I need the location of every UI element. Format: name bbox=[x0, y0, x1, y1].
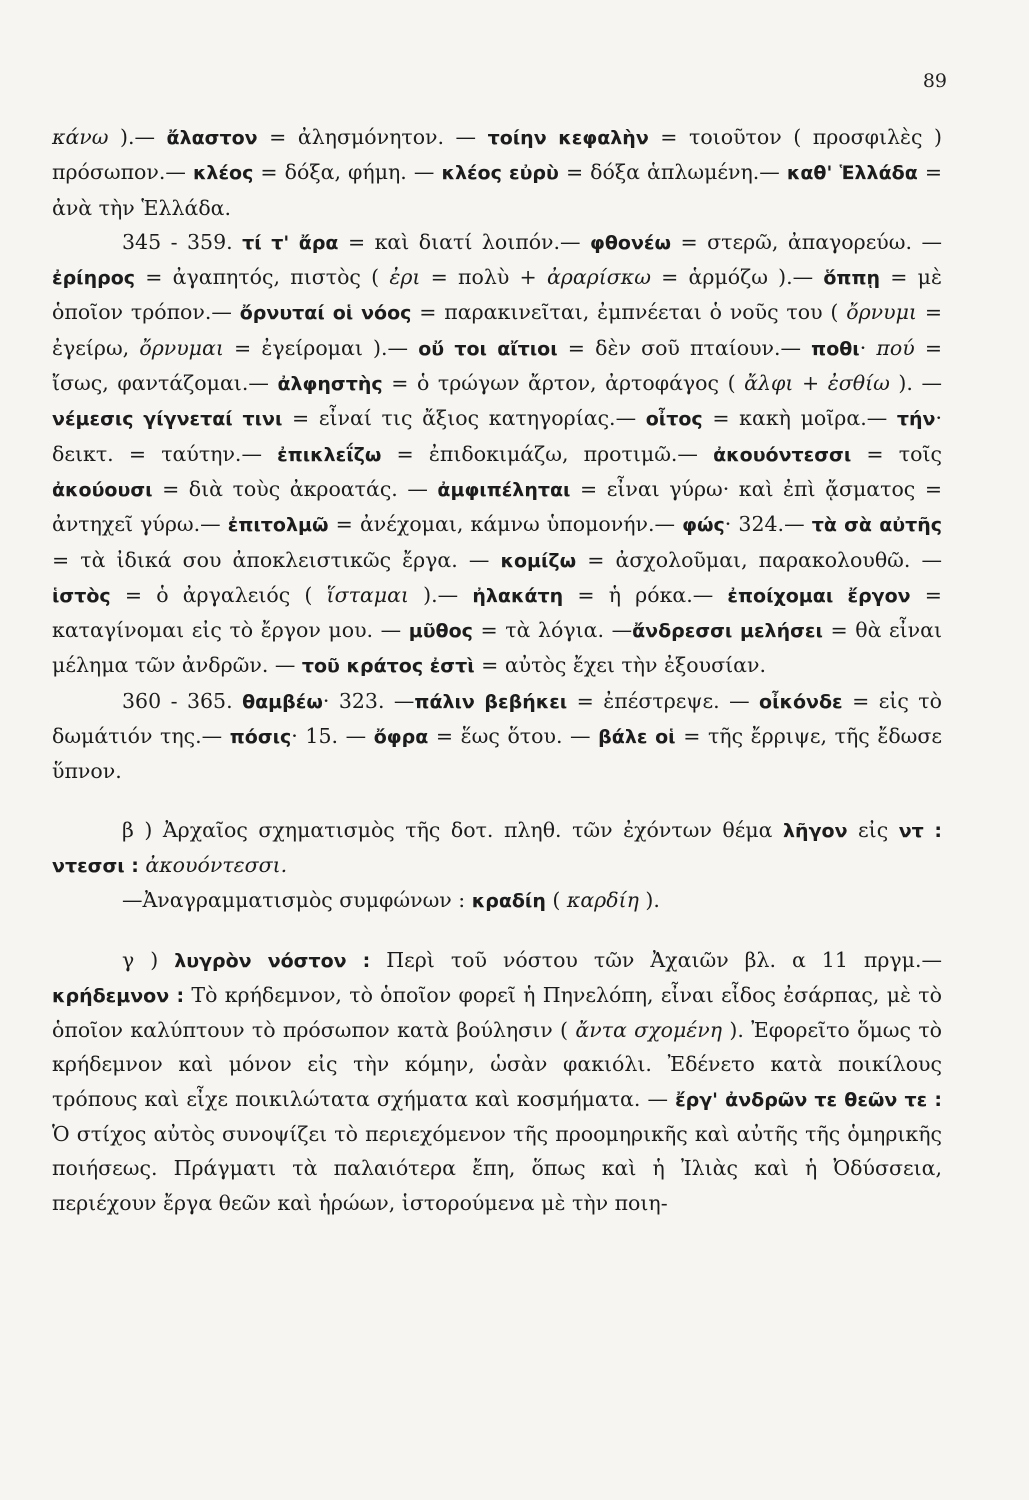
lemma-term: τοῦ κράτος ἐστὶ bbox=[301, 655, 475, 678]
gloss-text: = ἀλησμόνητον. — bbox=[257, 125, 488, 149]
gloss-text: = παρακινεῖται, ἐμπνέεται ὁ νοῦς του ( bbox=[411, 300, 847, 325]
gloss-text: = ἐγείρω, bbox=[52, 300, 942, 360]
lemma-term: ἀκούουσι bbox=[52, 478, 153, 501]
italic-word: ὄρνυμι bbox=[846, 300, 917, 325]
gloss-text: γ ) bbox=[122, 947, 175, 972]
gloss-text: = τοῖς bbox=[851, 441, 942, 466]
gloss-text: · 323. — bbox=[322, 688, 415, 713]
gloss-text: = τοιοῦτον ( προσφιλὲς ) πρόσωπον.— bbox=[52, 125, 942, 185]
gloss-text: ( bbox=[545, 888, 567, 913]
gloss-text: = ὁ τρώγων ἄρτον, ἀρτοφάγος ( bbox=[382, 371, 745, 396]
italic-word: ἄλφι bbox=[744, 371, 794, 396]
gloss-text: = ἕως ὅτου. — bbox=[428, 724, 599, 749]
lemma-term: ἐποίχομαι ἔργον bbox=[727, 584, 911, 607]
lemma-term: κλέος bbox=[192, 162, 254, 185]
gloss-text: ). Ἐφορεῖτο ὅμως τὸ κρήδεμνον καὶ μόνον εἰς τὴν κόμην, ὡσὰν φακιόλι. Ἐδένετο κατὰ ποικίλους τρόπους καὶ εἶχε ποικιλώτατα σχήματα καὶ κοσμήματα. — bbox=[52, 1018, 942, 1111]
gloss-text: · bbox=[859, 335, 877, 360]
lemma-term: ἐπιτολμῶ bbox=[227, 514, 329, 537]
gloss-text: = τὰ ἰδικά σου ἀποκλειστικῶς ἔργα. — bbox=[52, 547, 501, 572]
paragraph bbox=[52, 813, 942, 884]
lemma-term: ἄνδρεσσι μελήσει bbox=[632, 620, 823, 643]
gloss-text: ).— bbox=[408, 582, 473, 607]
lemma-term: ἠλακάτη bbox=[472, 584, 564, 607]
lemma-term: κρήδεμνον : bbox=[52, 984, 185, 1007]
italic-word: καρδίη bbox=[566, 888, 639, 913]
gloss-text: β ) Ἀρχαῖος σχηματισμὸς τῆς δοτ. πληθ. τῶν ἐχόντων θέμα bbox=[122, 817, 784, 842]
paragraph bbox=[52, 684, 942, 789]
lemma-term: οἶκόνδε bbox=[759, 690, 843, 713]
gloss-text: · 324.— bbox=[724, 512, 812, 537]
gloss-text: —Ἀναγραμματισμὸς συμφώνων : bbox=[122, 888, 472, 913]
gloss-text: = ἀσχολοῦμαι, παρακολουθῶ. — bbox=[576, 547, 942, 572]
lemma-term: ἀκουόντεσσι bbox=[713, 443, 852, 466]
gloss-text: ). bbox=[638, 888, 660, 913]
lemma-term: κραδίη bbox=[471, 890, 546, 913]
lemma-term: ἐπικλεΐζω bbox=[277, 443, 382, 466]
lemma-term: μῦθος bbox=[408, 620, 473, 643]
gloss-text: 360 - 365. bbox=[122, 688, 243, 713]
gloss-text: = θὰ εἶναι μέλημα τῶν ἀνδρῶν. — bbox=[52, 618, 943, 678]
italic-word: ὄρνυμαι bbox=[139, 335, 224, 360]
lemma-term: πάλιν βεβήκει bbox=[414, 690, 568, 713]
gloss-text: = ἡ ρόκα.— bbox=[563, 582, 728, 607]
italic-word: ἀραρίσκω bbox=[546, 265, 651, 290]
lemma-term: ἱστὸς bbox=[52, 584, 111, 607]
gloss-text: = δὲν σοῦ πταίουν.— bbox=[557, 335, 812, 360]
gloss-text: = ἀνέχομαι, κάμνω ὑπομονήν.— bbox=[328, 512, 683, 537]
lemma-term: ὅππῃ bbox=[823, 267, 881, 290]
lemma-term: ὄφρα bbox=[373, 726, 429, 749]
gloss-text: = ἁρμόζω ).— bbox=[650, 265, 824, 290]
lemma-term: τοίην κεφαλὴν bbox=[487, 127, 649, 149]
italic-word: κάνω bbox=[52, 125, 109, 149]
paragraph bbox=[52, 883, 942, 918]
gloss-text: = ἴσως, φαντάζομαι.— bbox=[52, 335, 943, 396]
gloss-text: 345 - 359. bbox=[122, 229, 243, 254]
gloss-text: = ἐπέστρεψε. — bbox=[567, 688, 760, 713]
paragraph bbox=[52, 120, 942, 225]
lemma-term: κομίζω bbox=[500, 549, 577, 572]
gloss-text: · δεικτ. = ταύτην.— bbox=[52, 406, 943, 466]
gloss-text: · 15. — bbox=[291, 724, 374, 749]
italic-word: ἀκουόντεσσι. bbox=[145, 852, 288, 877]
lemma-term: ἀμφιπέληται bbox=[437, 478, 571, 501]
gloss-text: = καταγίνομαι εἰς τὸ ἔργον μου. — bbox=[52, 582, 942, 643]
gloss-text: = ὁ ἀργαλειός ( bbox=[110, 582, 327, 607]
italic-word: ἵσταμαι bbox=[326, 582, 409, 607]
gloss-text: = τῆς ἔρριψε, τῆς ἔδωσε ὕπνον. bbox=[52, 724, 943, 784]
gloss-text: = εἰς τὸ δωμάτιόν της.— bbox=[52, 688, 942, 749]
paragraph bbox=[52, 225, 942, 684]
paragraph bbox=[52, 943, 942, 1220]
lemma-term: τί τ' ἄρα bbox=[242, 231, 339, 254]
gloss-text: = εἶναί τις ἄξιος κατηγορίας.— bbox=[282, 406, 646, 431]
lemma-term: ἄλαστον bbox=[166, 127, 258, 149]
lemma-term: οἶτος bbox=[645, 408, 703, 431]
lemma-term: νέμεσις γίγνεταί τινι bbox=[52, 408, 283, 431]
gloss-text: = διὰ τοὺς ἀκροατάς. — bbox=[152, 476, 438, 501]
gloss-text: εἰς bbox=[847, 817, 899, 842]
lemma-term: ὄρνυταί οἱ νόος bbox=[239, 302, 412, 325]
lemma-term: ποθι bbox=[811, 337, 860, 360]
gloss-text: = ἀνὰ τὴν Ἑλλάδα. bbox=[52, 160, 942, 220]
gloss-text: = ἐγείρομαι ).— bbox=[223, 335, 419, 360]
lemma-term: κλέος εὐρὺ bbox=[441, 162, 559, 185]
gloss-text: = αὐτὸς ἔχει τὴν ἐξουσίαν. bbox=[474, 653, 766, 678]
lemma-term: ἐρίηρος bbox=[52, 267, 136, 290]
page-number: 89 bbox=[922, 70, 947, 92]
gloss-text: = μὲ ὁποῖον τρόπον.— bbox=[52, 265, 942, 325]
lemma-term: τὰ σὰ αὐτῆς bbox=[811, 514, 943, 537]
lemma-term: θαμβέω bbox=[242, 690, 323, 713]
gloss-text: = ἀγαπητός, πιστὸς ( bbox=[135, 265, 390, 290]
gloss-text: = καὶ διατί λοιπόν.— bbox=[338, 229, 591, 254]
lemma-term: λῆγον bbox=[783, 819, 848, 842]
gloss-text: = δόξα ἁπλωμένη.— bbox=[558, 160, 787, 185]
gloss-text: = τὰ λόγια. — bbox=[472, 618, 633, 643]
italic-word: ἐρι bbox=[389, 265, 421, 290]
lemma-term: φθονέω bbox=[590, 231, 672, 254]
gloss-text: ). — bbox=[889, 371, 943, 396]
gloss-text: Τὸ κρήδεμνον, τὸ ὁποῖον φορεῖ ἡ Πηνελόπη, εἶναι εἶδος ἐσάρπας, μὲ τὸ ὁποῖον καλύπτουν τὸ πρόσωπον κατὰ βούλησιν ( bbox=[52, 982, 942, 1043]
lemma-term: πόσις bbox=[229, 726, 292, 749]
gloss-text: ).— bbox=[108, 125, 167, 149]
gloss-text: = ἐπιδοκιμάζω, προτιμῶ.— bbox=[381, 441, 714, 466]
lemma-term: καθ' Ἑλλάδα bbox=[786, 162, 918, 185]
commentary-text bbox=[52, 120, 942, 1220]
lemma-term: ντ : ντεσσι : bbox=[52, 819, 942, 877]
gloss-text: Ὁ στίχος αὐτὸς συνοψίζει τὸ περιεχόμενον τῆς προομηρικῆς καὶ αὐτῆς τῆς ὁμηρικῆς ποιήσεως. Πράγματι τὰ παλαιότερα ἔπη, ὅπως καὶ ἡ Ἰλιὰς καὶ ἡ Ὀδύσσεια, περιέχουν ἔργα θεῶν καὶ ἡρώων, ἱστορούμενα μὲ τὴν ποιη- bbox=[52, 1122, 942, 1215]
lemma-term: οὔ τοι αἴτιοι bbox=[418, 337, 558, 360]
lemma-term: τήν bbox=[896, 408, 936, 431]
lemma-term: ἔργ' ἀνδρῶν τε θεῶν τε : bbox=[675, 1088, 943, 1111]
gloss-text: = στερῶ, ἀπαγορεύω. — bbox=[671, 229, 942, 254]
lemma-term: λυγρὸν νόστον : bbox=[174, 949, 371, 972]
gloss-text: = εἶναι γύρω· καὶ ἐπὶ ᾄσματος = ἀντηχεῖ γύρω.— bbox=[52, 476, 942, 537]
gloss-text: = δόξα, φήμη. — bbox=[253, 160, 442, 185]
lemma-term: φώς bbox=[682, 514, 725, 537]
lemma-term: ἀλφηστὴς bbox=[277, 373, 383, 396]
italic-word: ἐσθίω bbox=[827, 371, 890, 396]
lemma-term: βάλε οἱ bbox=[598, 726, 676, 749]
gloss-text: = πολὺ + bbox=[420, 265, 547, 290]
italic-word: πού bbox=[876, 335, 915, 360]
gloss-text: = κακὴ μοῖρα.— bbox=[702, 406, 897, 431]
gloss-text: Περὶ τοῦ νόστου τῶν Ἀχαιῶν βλ. α 11 πργμ.— bbox=[370, 947, 942, 972]
italic-word: ἄντα σχομένη bbox=[575, 1018, 723, 1043]
gloss-text: + bbox=[793, 371, 828, 396]
